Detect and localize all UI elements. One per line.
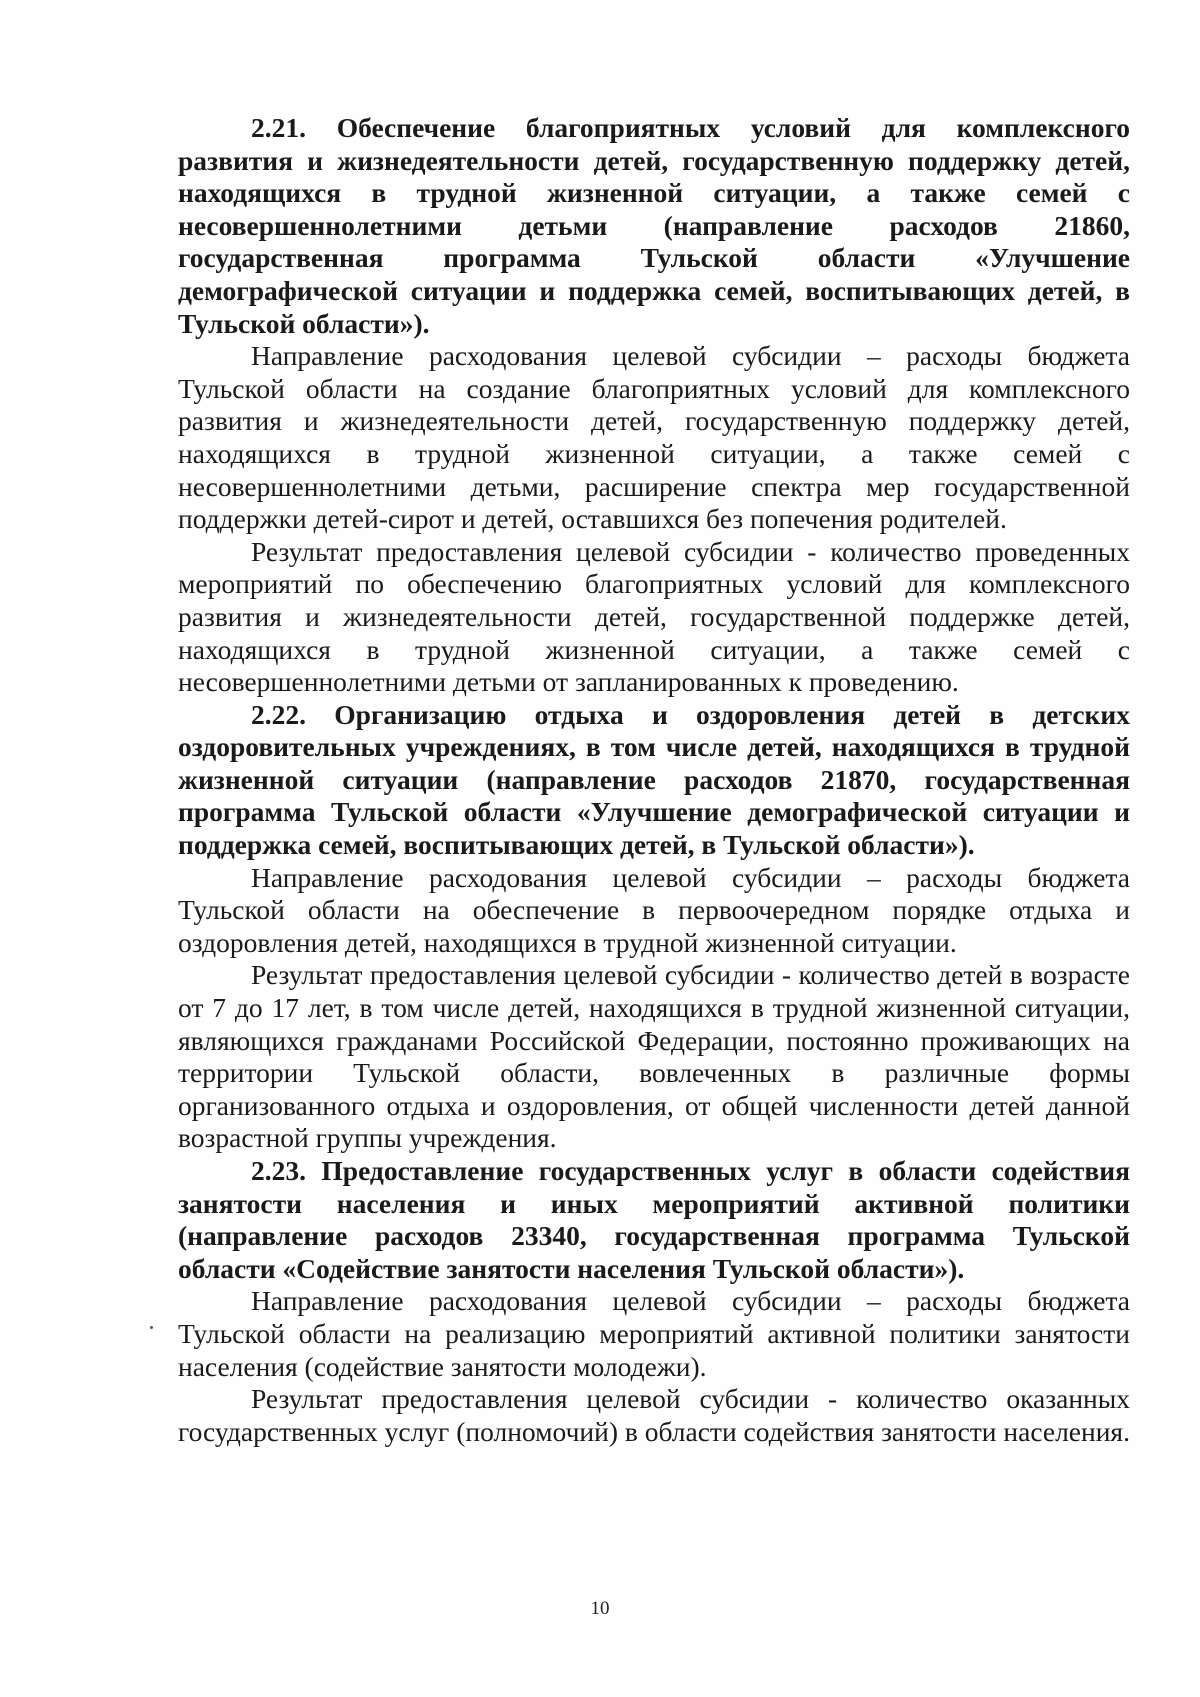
document-body [178,112,1130,1448]
section-2-23-heading: 2.23. Предоставление государственных услуг в области содействия занятости населения и иных мероприятий активной политики (направление расходов 23340, государственная программа Тульской области «Содействие занятости населения Тульской области»). [178,1155,1130,1284]
page-number: 10 [590,1598,610,1619]
scan-speck [150,1326,153,1329]
section-2-22-heading: 2.22. Организацию отдыха и оздоровления детей в детских оздоровительных учреждениях, в том числе детей, находящихся в трудной жизненной ситуации (направление расходов 21870, государственная программа Тульской области «Улучшение демографической ситуации и поддержка семей, воспитывающих детей, в Тульской области»). [178,698,1130,861]
section-2-21-heading: 2.21. Обеспечение благоприятных условий для комплексного развития и жизнедеятельности детей, государственную поддержку детей, находящихся в трудной жизненной ситуации, а также семей с несовершеннолетними детьми (направление расходов 21860, государственная программа Тульской области «Улучшение демографической ситуации и поддержка семей, воспитывающих детей, в Тульской области»). [178,112,1130,339]
section-2-23-result-paragraph: Результат предоставления целевой субсидии - количество оказанных государственных услуг (полномочий) в области содействия занятости населения. [178,1383,1130,1447]
section-2-22-direction-paragraph: Направление расходования целевой субсидии – расходы бюджета Тульской области на обеспечение в первоочередном порядке отдыха и оздоровления детей, находящихся в трудной жизненной ситуации. [178,861,1130,958]
section-2-21-result-paragraph: Результат предоставления целевой субсидии - количество проведенных мероприятий по обеспечению благоприятных условий для комплексного развития и жизнедеятельности детей, государственной поддержке детей, находящихся в трудной жизненной ситуации, а также семей с несовершеннолетними детьми от запланированных к проведению. [178,535,1130,698]
section-2-21-direction-paragraph: Направление расходования целевой субсидии – расходы бюджета Тульской области на создание благоприятных условий для комплексного развития и жизнедеятельности детей, государственную поддержку детей, находящихся в трудной жизненной ситуации, а также семей с несовершеннолетними детьми, расширение спектра мер государственной поддержки детей-сирот и детей, оставшихся без попечения родителей. [178,340,1130,535]
section-2-23-direction-paragraph: Направление расходования целевой субсидии – расходы бюджета Тульской области на реализацию мероприятий активной политики занятости населения (содействие занятости молодежи). [178,1285,1130,1382]
section-2-22-result-paragraph: Результат предоставления целевой субсидии - количество детей в возрасте от 7 до 17 лет, в том числе детей, находящихся в трудной жизненной ситуации, являющихся гражданами Российской Федерации, постоянно проживающих на территории Тульской области, вовлеченных в различные формы организованного отдыха и оздоровления, от общей численности детей данной возрастной группы учреждения. [178,959,1130,1154]
